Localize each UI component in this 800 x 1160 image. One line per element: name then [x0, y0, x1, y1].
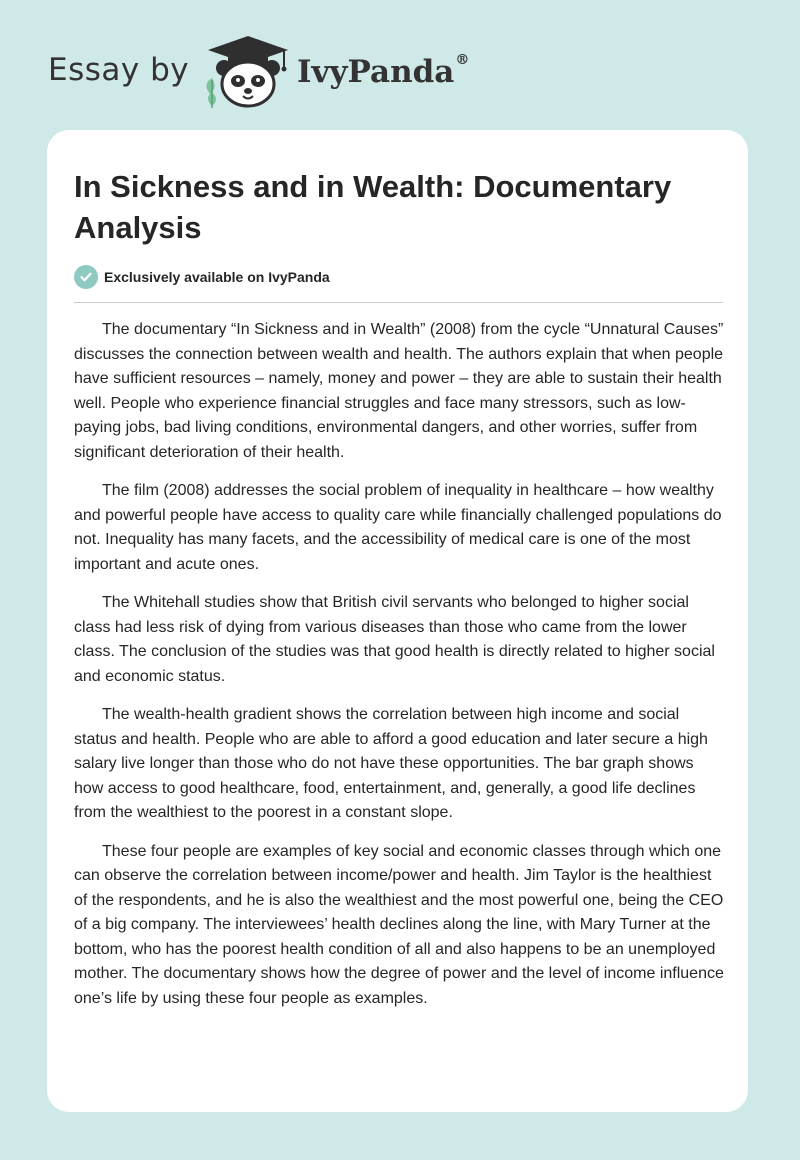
brand-name: IvyPanda® — [297, 52, 470, 90]
paragraph: The film (2008) addresses the social problem of inequality in healthcare – how wealthy and powerful people have access to quality care while financially challenged populations do not. Inequality has many facets, and the accessibility of medical care is one of the most important and acute ones. — [74, 482, 722, 573]
page-title: In Sickness and in Wealth: Documentary Analysis — [74, 169, 672, 245]
paragraph: The documentary “In Sickness and in Wealth” (2008) from the cycle “Unnatural Causes” discusses the connection between wealth and health. The authors explain that when people have sufficient resources – namely, money and power – they are able to sustain their health well. People who experience financial struggles and face many stressors, such as low-paying jobs, bad living conditions, environmental dangers, and other worries, suffer from significant deterioration of their health. — [74, 321, 724, 461]
paragraph: The wealth-health gradient shows the correlation between high income and social status and health. People who are able to afford a good education and later secure a high salary live longer than those who do not have these opportunities. The bar graph shows how access to good healthcare, food, entertainment, and, generally, a good life declines from the wealthiest to the poorest in a constant slope. — [74, 706, 708, 821]
essay-card — [47, 130, 748, 1112]
paragraph: These four people are examples of key social and economic classes through which one can observe the correlation between income/power and health. Jim Taylor is the healthiest of the respondents, and he is also the wealthiest and the most powerful one, being the CEO of a big company. The interviewees’ health declines along the line, with Mary Turner at the bottom, who has the poorest health condition of all and also happens to be an unemployed mother. The documentary shows how the degree of power and the level of income influence one’s life by using these four people as examples. — [74, 842, 724, 1007]
site-header — [0, 0, 800, 120]
divider — [74, 302, 723, 303]
panda-graduate-icon — [200, 34, 296, 110]
exclusive-label: Exclusively available on IvyPanda — [104, 269, 330, 285]
essay-by-label: Essay by — [48, 52, 190, 88]
check-circle-icon — [74, 265, 98, 289]
paragraph: The Whitehall studies show that British civil servants who belonged to higher social class had less risk of dying from various diseases than those who came from the lower class. The conclusion of the studies was that good health is directly related to higher social and economic status. — [74, 594, 715, 685]
exclusive-badge — [74, 264, 330, 290]
essay-body — [74, 318, 724, 1025]
